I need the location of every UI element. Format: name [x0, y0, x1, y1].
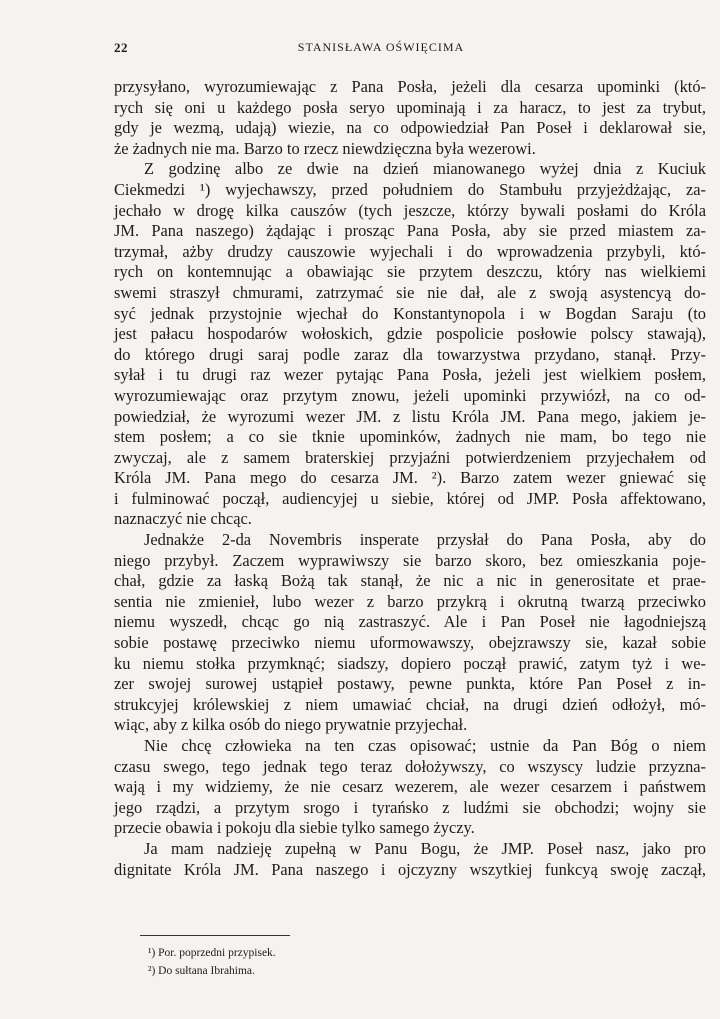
text-line: do którego drugi saraj podle zaraz dla towarzystwa przydano, stanął. Przy- [114, 344, 706, 364]
text-line: i fulminować począł, audiencyjej u siebie, której od JMP. Posła affektowano, [114, 488, 706, 508]
text-line: wają i my widziemy, że nie cesarz wezerem, ale wezer cesarzem i państwem [114, 777, 706, 797]
body-text [114, 77, 706, 880]
text-line: wiąc, aby z kilka osób do niego prywatnie przyjechał. [114, 715, 468, 735]
page-header [114, 40, 648, 60]
text-line: sobie postawę przeciwko niemu uformowawszy, obejzrawszy sie, kazał sobie [114, 633, 706, 653]
text-line: że żadnych nie ma. Barzo to rzecz niewdzięczna była wezerowi. [114, 138, 536, 158]
text-line: trzymał, ażby drudzy causzowie wyjechali i do wprowadzenia przybyli, któ- [114, 241, 706, 261]
text-line: swemi straszył chmurami, zatrzymać sie nie dał, ale z swoją asystencyą do- [114, 282, 706, 302]
text-line: syłał i tu drugi raz wezer pytając Pana Posła, jeżeli jest wielkiem posłem, [114, 365, 706, 385]
text-line: Króla JM. Pana mego do cesarza JM. ²). Barzo zatem wezer gniewać się [114, 468, 706, 488]
text-line: syć jednak przystojnie wjechał do Konstantynopola i w Bogdan Saraju (to [114, 303, 706, 323]
text-line: dignitate Króla JM. Pana naszego i ojczyzny wszytkiej funkcyą swoję zaczął, [114, 859, 706, 879]
text-line: rych się oni u każdego posła seryo upominają i za haracz, to jest za trybut, [114, 97, 706, 117]
text-line: Z godzinę albo ze dwie na dzień mianowanego wyżej dnia z Kuciuk [144, 159, 706, 179]
footnotes [148, 944, 276, 980]
text-line: powiedział, że wyrozumi wezer JM. z listu Króla JM. Pana mego, jakiem je- [114, 406, 706, 426]
text-line: stem posłem; a co sie tknie upominków, żadnych nie mam, bo tego nie [114, 427, 706, 447]
text-line: ku niemu stołka przymknąć; siadszy, dopiero począł prawić, zatym tyż i we- [114, 653, 706, 673]
text-line: przysyłano, wyrozumiewając z Pana Posła, jeżeli dla cesarza upominki (któ- [114, 77, 706, 96]
footnote-divider [140, 935, 290, 936]
text-line: strukcyjej królewskiej z niem umawiać chciał, na drugi dzień odłożył, mó- [114, 694, 706, 714]
text-line: chał, gdzie za łaską Bożą tak stanął, że nic a nic in generositate et prae- [114, 571, 706, 591]
text-line: niego przybył. Zaczem wyprawiwszy sie barzo skoro, bez omieszkania poje- [114, 550, 706, 570]
text-line: rych on kontemnując a obawiając sie przytem deszczu, który nas wielkiemi [114, 262, 706, 282]
footnote-2: ²) Do sułtana Ibrahima. [148, 965, 255, 977]
text-line: zwyczaj, ale z samem braterskiej przyjaźni potwierdzeniem przyjechałem od [114, 447, 706, 467]
text-line: czasu swego, tego jednak tego teraz dołożywszy, co wszyscy ludzie przyzna- [114, 756, 706, 776]
text-line: gdy je wezmą, udają) wiezie, na co odpowiedział Pan Poseł i deklarował sie, [114, 118, 706, 138]
text-line: JM. Pana naszego) żądając i prosząc Pana Posła, aby sie przed miastem za- [114, 221, 706, 241]
text-line: jechało w drogę kilka causzów (tych jeszcze, którzy bywali posłami do Króla [114, 200, 706, 220]
running-head: STANISŁAWA OŚWIĘCIMA [297, 40, 465, 54]
text-line: wyrozumiewając oraz przytym znowu, jeżeli upominki przywiózł, na co od- [114, 385, 706, 405]
text-line: niemu wyszedł, chcąc go nią zastraszyć. Ale i Pan Poseł nie łagodniejszą [114, 612, 706, 632]
text-line: jego rządzi, a przytym srogo i tyrańsko z ludźmi sie obchodzi; wojny sie [114, 797, 706, 817]
text-line: zer swojej surowej ustąpieł postawy, pewne punkta, które Pan Poseł z in- [114, 674, 706, 694]
text-line: Ciekmedzi ¹) wyjechawszy, przed południem do Stambułu przyjeżdżając, za- [114, 179, 706, 199]
page-number: 22 [114, 40, 128, 55]
text-line: Jednakże 2-da Novembris insperate przysłał do Pana Posła, aby do [144, 530, 706, 550]
text-line: przecie obawia i pokoju dla siebie tylko samego życzy. [114, 818, 475, 838]
footnote-1: ¹) Por. poprzedni przypisek. [148, 947, 276, 959]
text-line: jest pałacu hospodarów wołoskich, gdzie pospolicie posłowie polscy stawają), [114, 324, 706, 344]
text-line: naznaczyć nie chcąc. [114, 509, 252, 529]
text-line: sentia nie zmienieł, lubo wezer z barzo przykrą i okrutną twarzą przeciwko [114, 591, 706, 611]
text-line: Ja mam nadzieję zupełną w Panu Bogu, że JMP. Poseł nasz, jako pro [144, 838, 706, 858]
text-line: Nie chcę człowieka na ten czas opisować; ustnie da Pan Bóg o niem [144, 736, 706, 755]
